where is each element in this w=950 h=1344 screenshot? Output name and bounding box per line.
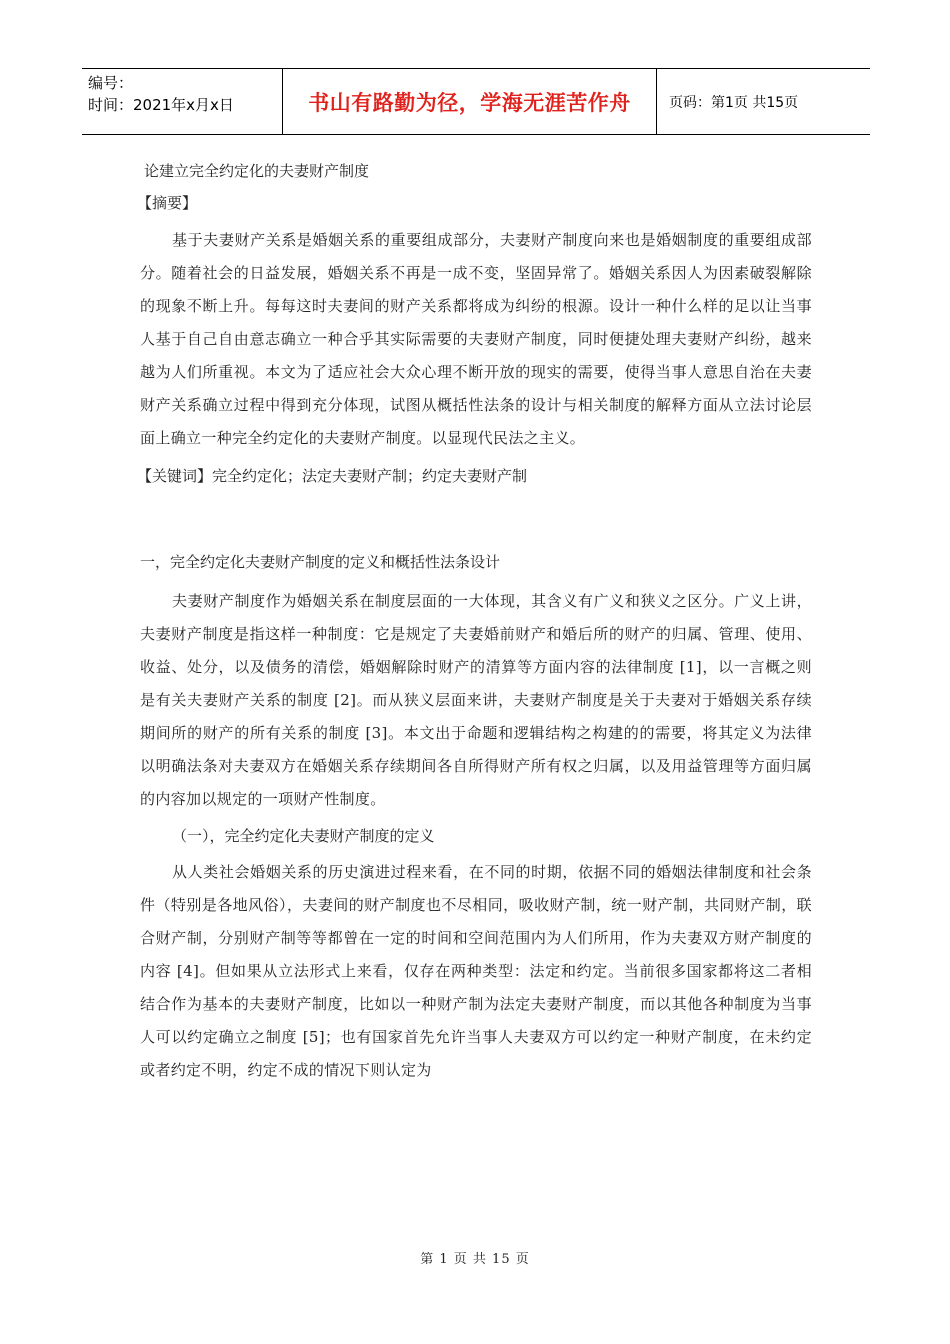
section-heading: 一，完全约定化夫妻财产制度的定义和概括性法条设计	[140, 553, 501, 571]
header-motto: 书山有路勤为径，学海无涯苦作舟	[282, 69, 657, 134]
document-header	[82, 68, 870, 135]
page-footer: 第 1 页 共 15 页	[420, 1252, 530, 1267]
header-page-info: 页码：第1页 共15页	[669, 94, 799, 111]
document-body	[137, 156, 812, 1087]
document-title: 论建立完全约定化的夫妻财产制度	[144, 162, 370, 180]
abstract-paragraph: 基于夫妻财产关系是婚姻关系的重要组成部分，夫妻财产制度向来也是婚姻制度的重要组成部分。随着社会的日益发展，婚姻关系不再是一成不变，坚固异常了。婚姻关系因人为因素破裂解除的现象不断上升。每每这时夫妻间的财产关系都将成为纠纷的根源。设计一种什么样的足以让当事人基于自己自由意志确立一种合乎其实际需要的夫妻财产制度，同时便捷处理夫妻财产纠纷，越来越为人们所重视。本文为了适应社会大众心理不断开放的现实的需要，使得当事人意思自治在夫妻财产关系确立过程中得到充分体现，试图从概括性法条的设计与相关制度的解释方面从立法讨论层面上确立一种完全约定化的夫妻财产制度。以显现代民法之主义。	[140, 231, 812, 447]
subsection-heading: （一），完全约定化夫妻财产制度的定义	[172, 827, 435, 845]
date-label: 时间：2021年x月x日	[88, 96, 234, 114]
header-meta	[82, 69, 282, 134]
keywords-line: 【关键词】完全约定化；法定夫妻财产制；约定夫妻财产制	[137, 467, 528, 485]
abstract-heading: 【摘要】	[137, 194, 198, 212]
section-paragraph: 夫妻财产制度作为婚姻关系在制度层面的一大体现，其含义有广义和狭义之区分。广义上讲，夫妻财产制度是指这样一种制度：它是规定了夫妻婚前财产和婚后所的财产的归属、管理、使用、收益、处分，以及债务的清偿，婚姻解除时财产的清算等方面内容的法律制度 [1]，以一言概之则是有关夫妻财产关系的制度 [2]。而从狭义层面来讲，夫妻财产制度是关于夫妻对于婚姻关系存续期间所的财产的所有关系的制度 [3]。本文出于命题和逻辑结构之构建的的需要，将其定义为法律以明确法条对夫妻双方在婚姻关系存续期间各自所得财产所有权之归属，以及用益管理等方面归属的内容加以规定的一项财产性制度。	[140, 592, 812, 808]
subsection-paragraph: 从人类社会婚姻关系的历史演进过程来看，在不同的时期，依据不同的婚姻法律制度和社会条件（特别是各地风俗），夫妻间的财产制度也不尽相同，吸收财产制，统一财产制，共同财产制，联合财产制，分别财产制等等都曾在一定的时间和空间范围内为人们所用，作为夫妻双方财产制度的内容 [4]。但如果从立法形式上来看，仅存在两种类型：法定和约定。当前很多国家都将这二者相结合作为基本的夫妻财产制度，比如以一种财产制为法定夫妻财产制度，而以其他各种制度为当事人可以约定确立之制度 [5]；也有国家首先允许当事人夫妻双方可以约定一种财产制度，在未约定或者约定不明，约定不成的情况下则认定为	[140, 863, 812, 1079]
serial-number-label: 编号：	[88, 74, 134, 92]
